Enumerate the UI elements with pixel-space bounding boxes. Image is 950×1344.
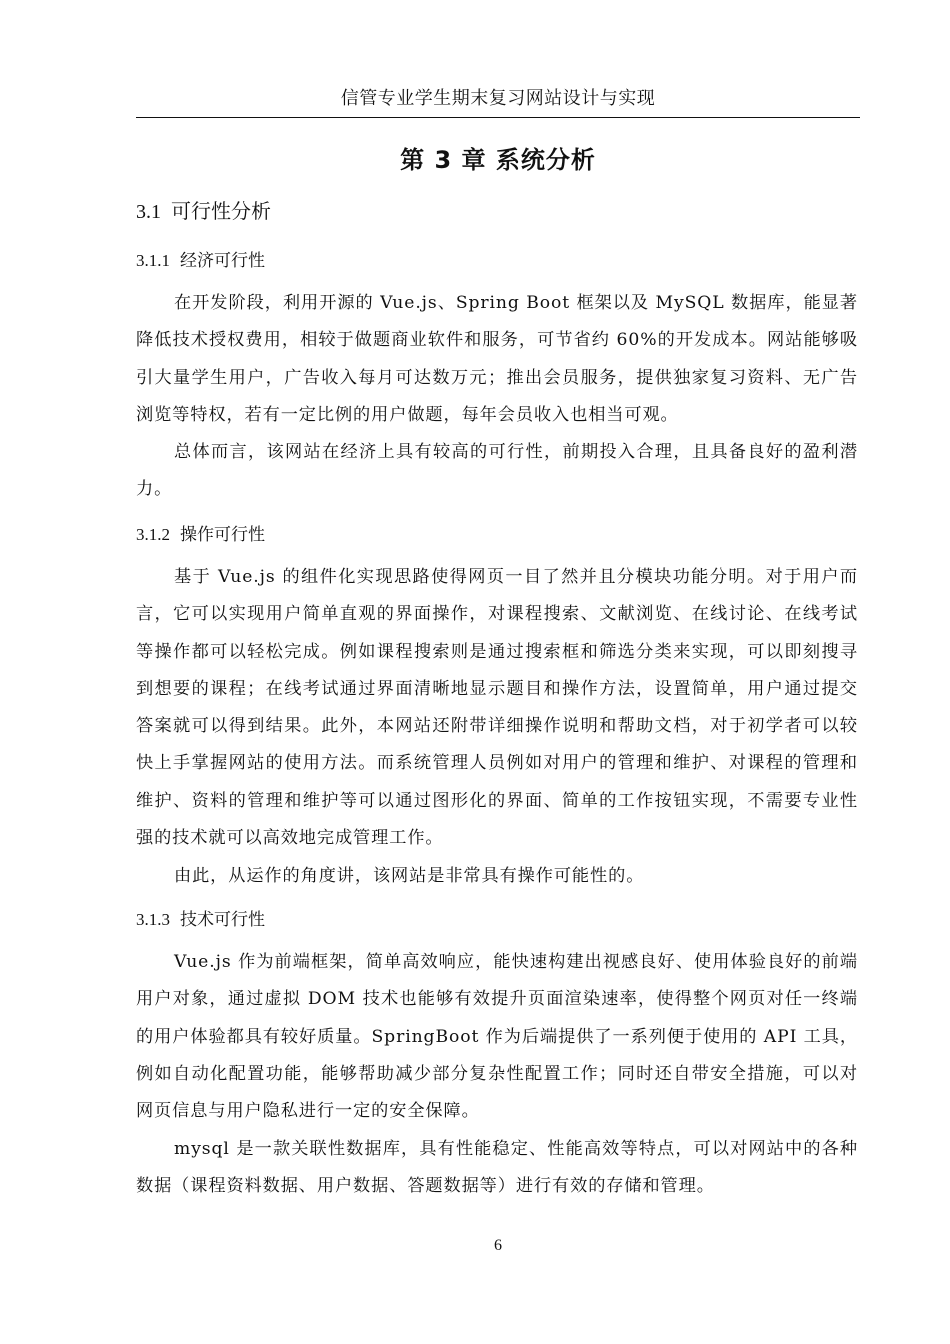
- running-header: 信管专业学生期末复习网站设计与实现: [340, 88, 656, 109]
- section-heading-3-1: [136, 196, 271, 227]
- paragraph: mysql 是一款关联性数据库，具有性能稳定、性能高效等特点，可以对网站中的各种数据（课程资料数据、用户数据、答题数据等）进行有效的存储和管理。: [136, 1139, 858, 1197]
- section-number: 3.1.3: [136, 910, 170, 929]
- section-title: 可行性分析: [171, 199, 271, 223]
- section-title: 操作可行性: [180, 525, 265, 545]
- paragraph: 基于 Vue.js 的组件化实现思路使得网页一目了然并且分模块功能分明。对于用户而言，它可以实现用户简单直观的界面操作，对课程搜索、文献浏览、在线讨论、在线考试等操作都可以轻松完成。例如课程搜索则是通过搜索框和筛选分类来实现，可以即刻搜寻到想要的课程；在线考试通过界面清晰地显示题目和操作方法，设置简单，用户通过提交答案就可以得到结果。此外，本网站还附带详细操作说明和帮助文档，对于初学者可以较快上手掌握网站的使用方法。而系统管理人员例如对用户的管理和维护、对课程的管理和维护、资料的管理和维护等可以通过图形化的界面、简单的工作按钮实现，不需要专业性强的技术就可以高效地完成管理工作。: [136, 567, 858, 849]
- paragraph: 在开发阶段，利用开源的 Vue.js、Spring Boot 框架以及 MySQL 数据库，能显著降低技术授权费用，相较于做题商业软件和服务，可节省约 60%的开发成本。网站能够吸引大量学生用户，广告收入每月可达数万元；推出会员服务，提供独家复习资料、无广告浏览等特权，若有一定比例的用户做题，每年会员收入也相当可观。: [136, 293, 858, 425]
- chapter-title: 第 3 章 系统分析: [400, 146, 596, 174]
- section-number: 3.1: [136, 201, 161, 223]
- paragraph: 由此，从运作的角度讲，该网站是非常具有操作可能性的。: [174, 866, 645, 886]
- section-heading-3-1-3: [136, 907, 265, 933]
- section-number: 3.1.2: [136, 525, 170, 544]
- paragraph: 总体而言，该网站在经济上具有较高的可行性，前期投入合理，且具备良好的盈利潜力。: [136, 442, 858, 500]
- header-rule: [136, 117, 860, 118]
- page-number: 6: [494, 1237, 502, 1254]
- section-title: 技术可行性: [180, 910, 265, 930]
- section-number: 3.1.1: [136, 251, 170, 270]
- section-heading-3-1-1: [136, 248, 265, 274]
- section-title: 经济可行性: [180, 251, 265, 271]
- section-heading-3-1-2: [136, 522, 265, 548]
- paragraph: Vue.js 作为前端框架，简单高效响应，能快速构建出视感良好、使用体验良好的前端用户对象，通过虚拟 DOM 技术也能够有效提升页面渲染速率，使得整个网页对任一终端的用户体验都具有较好质量。SpringBoot 作为后端提供了一系列便于使用的 API 工具，例如自动化配置功能，能够帮助减少部分复杂性配置工作；同时还自带安全措施，可以对网页信息与用户隐私进行一定的安全保障。: [136, 952, 858, 1122]
